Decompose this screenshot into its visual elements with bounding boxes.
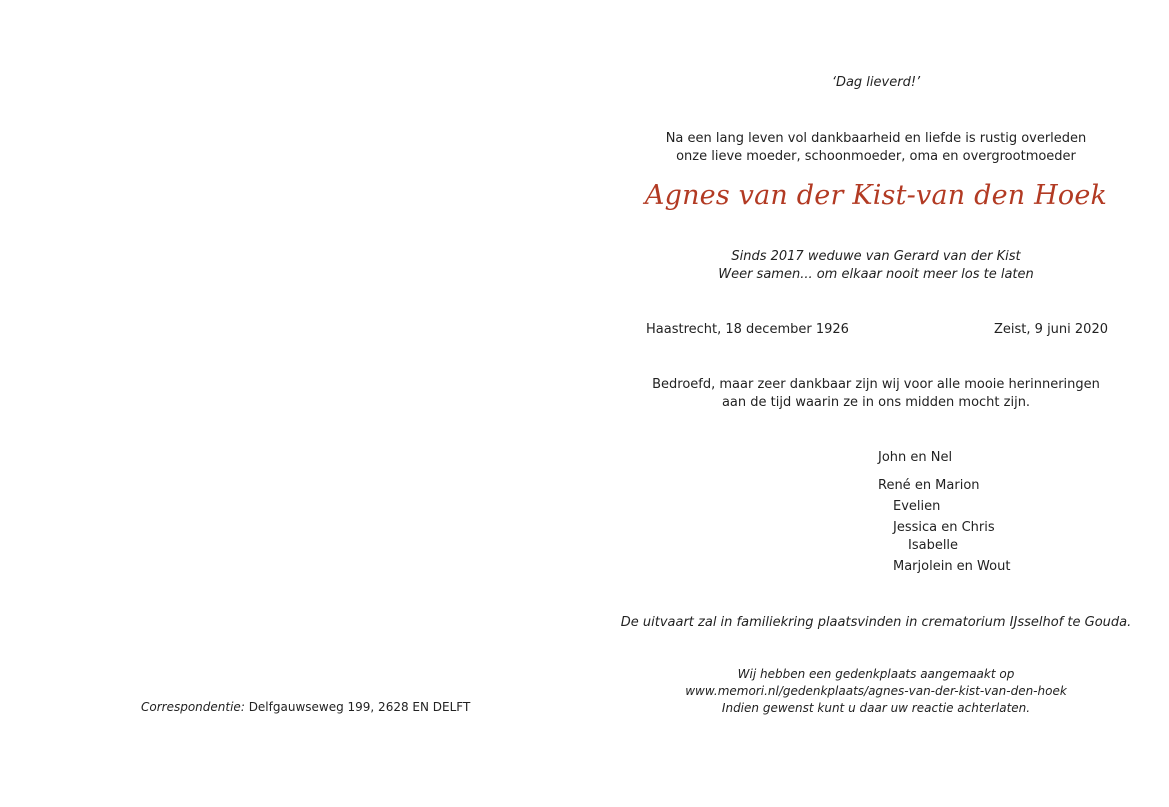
family-list <box>878 449 1010 576</box>
intro-text <box>620 130 1132 166</box>
widow-line-2: Weer samen... om elkaar nooit meer los te laten <box>718 267 1034 282</box>
intro-line-1: Na een lang leven vol dankbaarheid en liefde is rustig overleden <box>665 131 1087 146</box>
family-member: Marjolein en Wout <box>893 559 1011 574</box>
thanks-line-1: Bedroefd, maar zeer dankbaar zijn wij voor alle mooie herinneringen <box>652 377 1100 392</box>
thanks-text <box>620 376 1132 412</box>
death-place-date: Zeist, 9 juni 2020 <box>994 322 1108 337</box>
family-member: Evelien <box>893 499 941 514</box>
memorial-notice <box>620 666 1132 717</box>
memorial-url: www.memori.nl/gedenkplaats/agnes-van-der-kist-van-den-hoek <box>685 684 1067 698</box>
family-member: Jessica en Chris <box>893 520 995 535</box>
widow-line-1: Sinds 2017 weduwe van Gerard van der Kist <box>731 249 1021 264</box>
correspondence-label: Correspondentie: <box>141 700 245 714</box>
correspondence-value: Delfgauwseweg 199, 2628 EN DELFT <box>248 700 471 714</box>
thanks-line-2: aan de tijd waarin ze in ons midden mocht zijn. <box>721 395 1031 410</box>
memorial-line-3: Indien gewenst kunt u daar uw reactie achterlaten. <box>721 701 1031 715</box>
intro-line-2: onze lieve moeder, schoonmoeder, oma en overgrootmoeder <box>676 149 1076 164</box>
family-member: John en Nel <box>878 450 953 465</box>
deceased-name: Agnes van der Kist-van den Hoek <box>644 180 1108 211</box>
opening-quote: ‘Dag lieverd!’ <box>831 75 921 90</box>
family-member: René en Marion <box>878 478 980 493</box>
birth-place-date: Haastrecht, 18 december 1926 <box>646 322 849 337</box>
family-member: Isabelle <box>908 538 959 553</box>
memorial-line-1: Wij hebben een gedenkplaats aangemaakt op <box>737 667 1015 681</box>
widow-text <box>620 248 1132 284</box>
funeral-notice: De uitvaart zal in familiekring plaatsvinden in crematorium IJsselhof te Gouda. <box>620 615 1132 630</box>
correspondence-address <box>141 700 470 714</box>
